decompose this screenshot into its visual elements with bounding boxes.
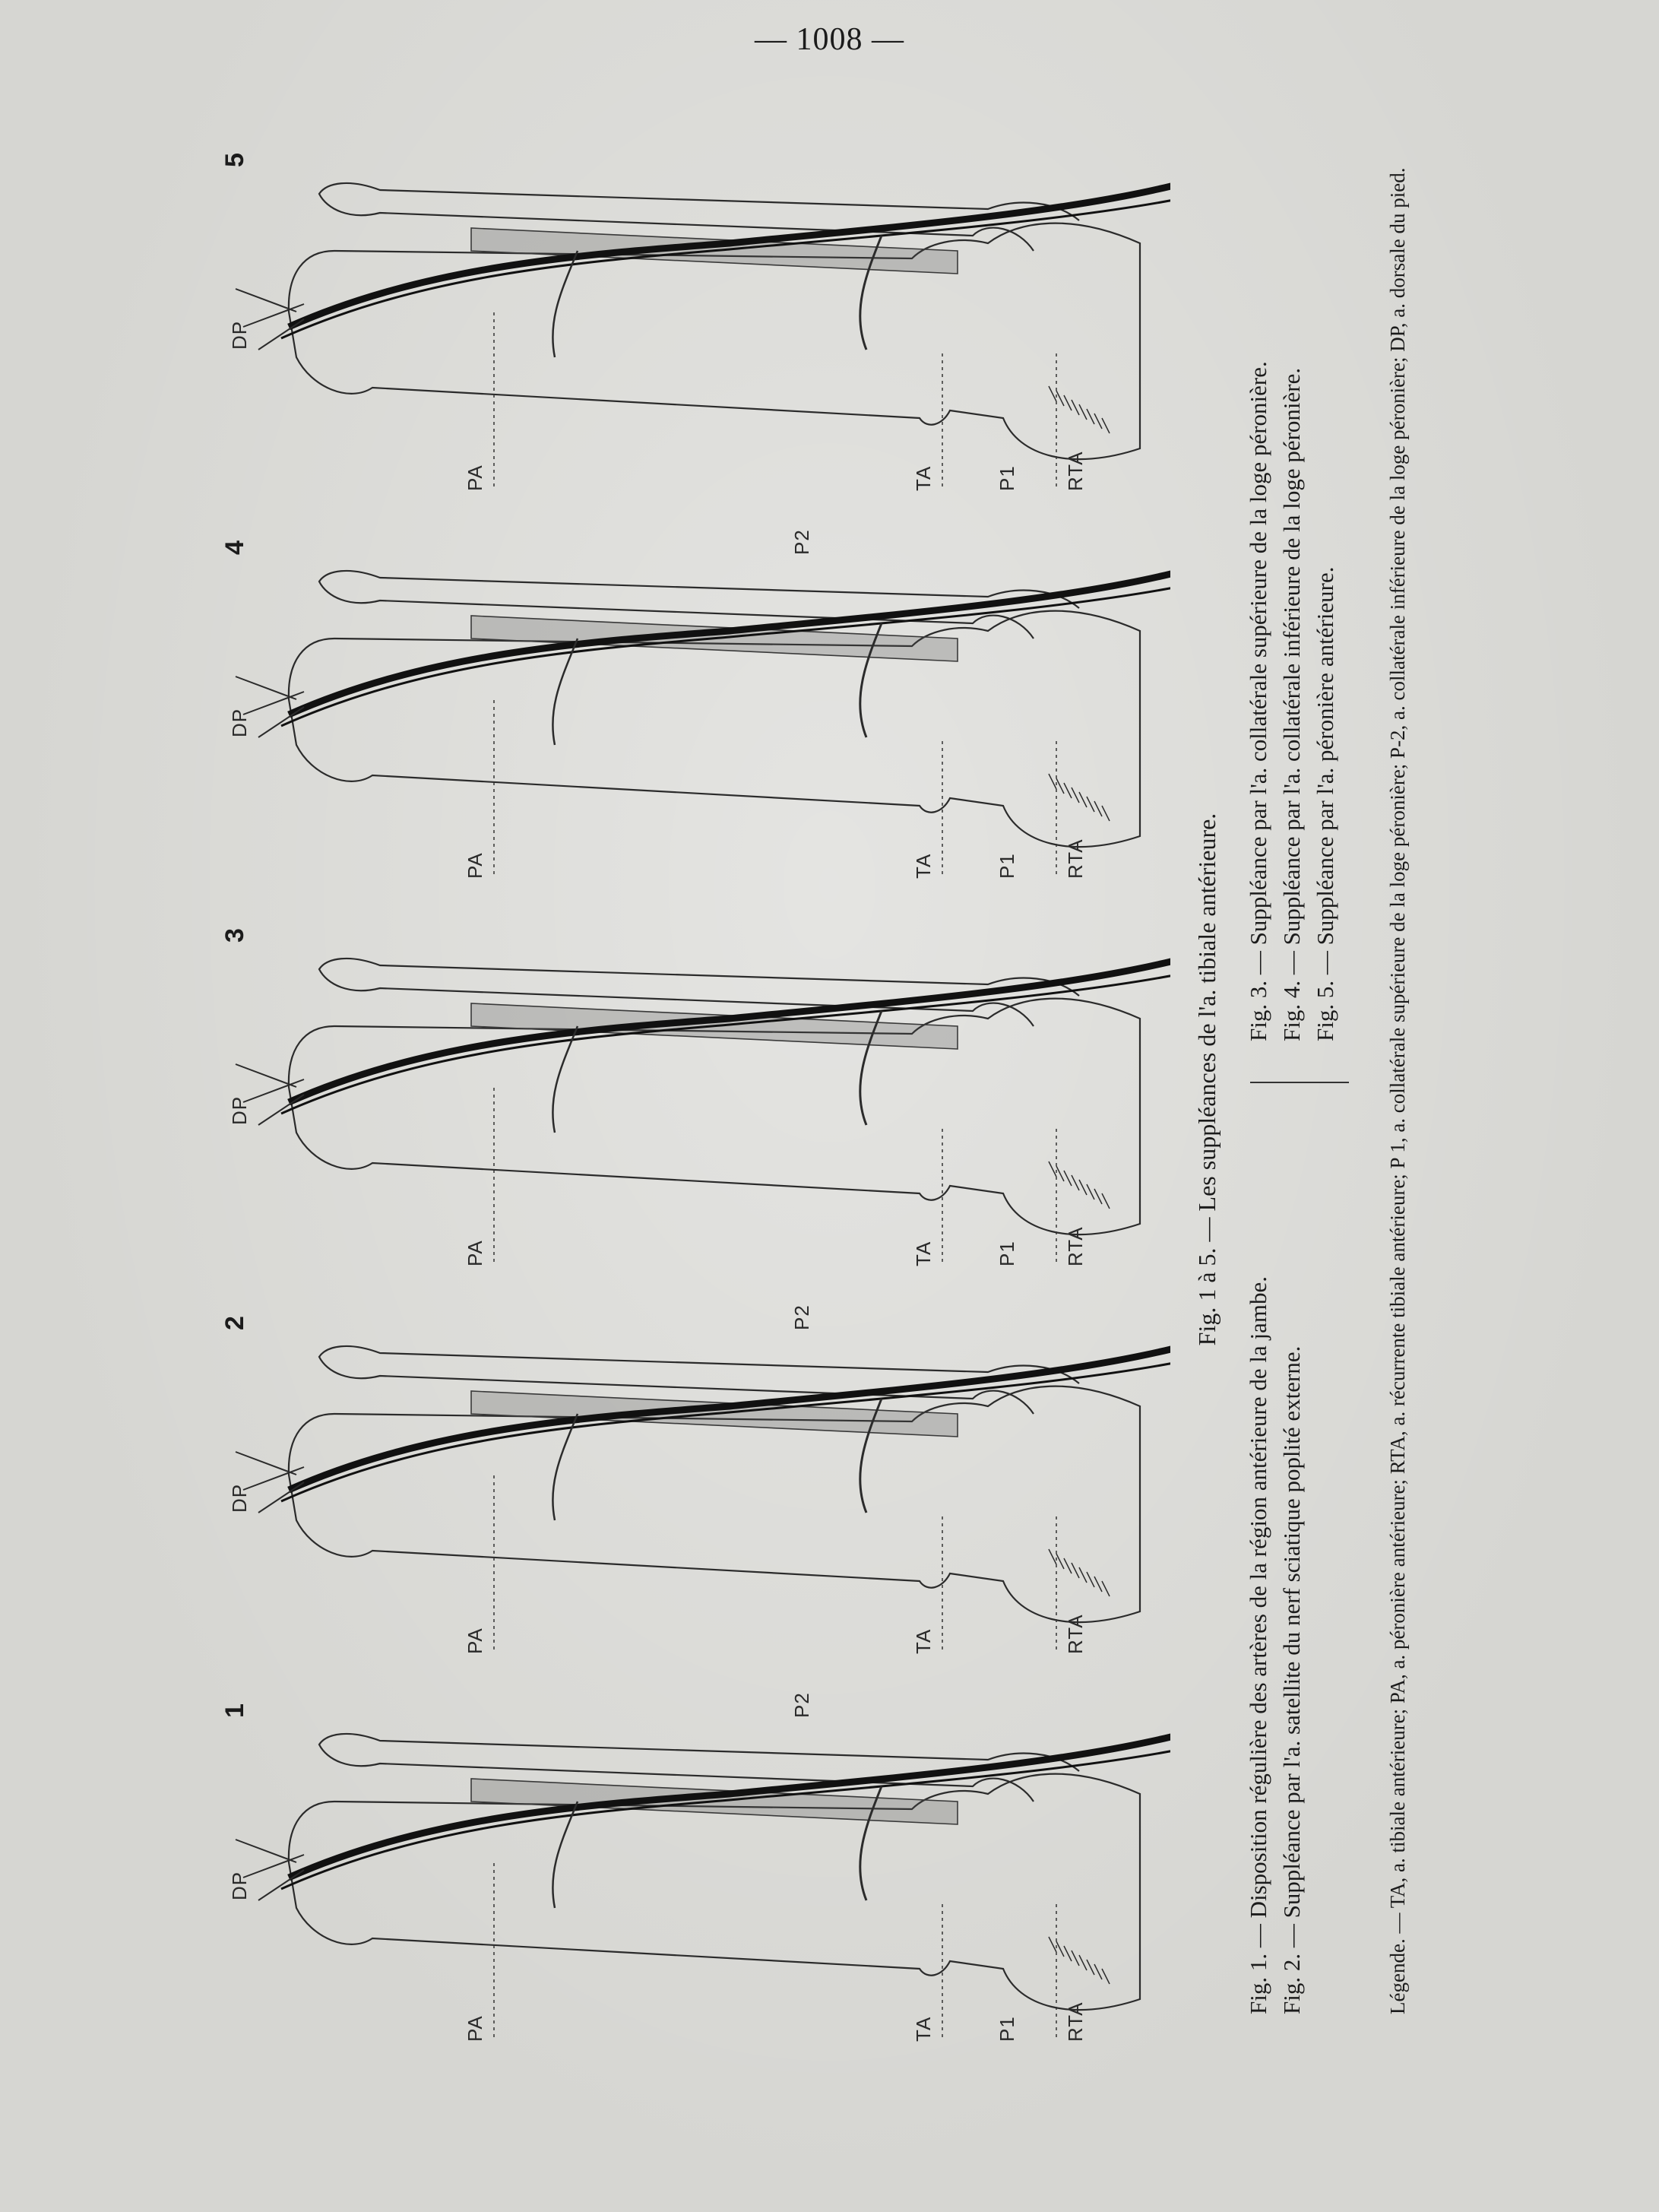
legend: Légende. — TA, a. tibiale antérieure; PA, a. péronière antérieure; RTA, a. récurrente tibiale antérieure; P 1, a. collatérale supérieure de la loge péronière; P-2, a. collatérale inférieure de la loge péronière; DP, a. dorsale du pied. bbox=[1386, 167, 1409, 2014]
label-p1: P1 bbox=[996, 465, 1018, 491]
figure-2 bbox=[198, 1292, 1170, 1665]
label-ta: TA bbox=[912, 1241, 935, 1266]
label-ta: TA bbox=[912, 1628, 935, 1654]
label-p2: P2 bbox=[790, 1692, 813, 1718]
label-rta: RTA bbox=[1064, 838, 1087, 879]
figure-number: 2 bbox=[220, 1316, 249, 1330]
figure-title: Fig. 1 à 5. — Les suppléances de l'a. tibiale antérieure. bbox=[1193, 813, 1221, 1346]
page-number: — 1008 — bbox=[755, 22, 904, 57]
label-ta: TA bbox=[912, 2016, 935, 2042]
leg-drawing bbox=[198, 1292, 1170, 1665]
label-rta: RTA bbox=[1064, 451, 1087, 491]
leg-drawing bbox=[198, 129, 1170, 502]
label-rta: RTA bbox=[1064, 1226, 1087, 1266]
caption-fig4: Fig. 4. — Suppléance par l'a. collatérale inférieure de la loge péronière. bbox=[1278, 367, 1305, 1041]
rotated-content bbox=[99, 91, 1543, 2068]
figure-number: 1 bbox=[220, 1703, 249, 1718]
figure-1 bbox=[198, 1680, 1170, 2052]
label-pa: PA bbox=[464, 2015, 486, 2042]
captions-left bbox=[1243, 1102, 1309, 2037]
label-p2: P2 bbox=[790, 1304, 813, 1330]
label-pa: PA bbox=[464, 464, 486, 491]
figure-5 bbox=[198, 129, 1170, 502]
leg-drawing bbox=[198, 905, 1170, 1277]
label-dp: DP bbox=[228, 708, 251, 737]
label-dp: DP bbox=[228, 1483, 251, 1513]
figure-4 bbox=[198, 517, 1170, 889]
label-p1: P1 bbox=[996, 2016, 1018, 2042]
label-dp: DP bbox=[228, 320, 251, 350]
figure-number: 5 bbox=[220, 153, 249, 167]
label-rta: RTA bbox=[1064, 1614, 1087, 1654]
caption-divider bbox=[1250, 1082, 1349, 1083]
caption-fig2: Fig. 2. — Suppléance par l'a. satellite du nerf sciatique poplité externe. bbox=[1278, 1345, 1305, 2014]
leg-drawing bbox=[198, 1680, 1170, 2052]
label-rta: RTA bbox=[1064, 2001, 1087, 2042]
label-dp: DP bbox=[228, 1871, 251, 1900]
caption-fig5: Fig. 5. — Suppléance par l'a. péronière antérieure. bbox=[1312, 566, 1338, 1041]
label-ta: TA bbox=[912, 465, 935, 491]
figure-number: 4 bbox=[220, 540, 249, 555]
label-pa: PA bbox=[464, 1240, 486, 1266]
label-dp: DP bbox=[228, 1095, 251, 1125]
leg-drawing bbox=[198, 517, 1170, 889]
caption-fig3: Fig. 3. — Suppléance par l'a. collatérale supérieure de la loge péronière. bbox=[1245, 361, 1271, 1041]
label-pa: PA bbox=[464, 1627, 486, 1654]
figures-row bbox=[198, 106, 1170, 2052]
figure-3 bbox=[198, 905, 1170, 1277]
label-p1: P1 bbox=[996, 1241, 1018, 1266]
label-pa: PA bbox=[464, 852, 486, 879]
label-p1: P1 bbox=[996, 853, 1018, 879]
captions-right bbox=[1243, 122, 1343, 1064]
figure-number: 3 bbox=[220, 928, 249, 943]
label-p2: P2 bbox=[790, 529, 813, 555]
label-ta: TA bbox=[912, 853, 935, 879]
caption-fig1: Fig. 1. — Disposition régulière des artères de la région antérieure de la jambe. bbox=[1245, 1276, 1271, 2014]
